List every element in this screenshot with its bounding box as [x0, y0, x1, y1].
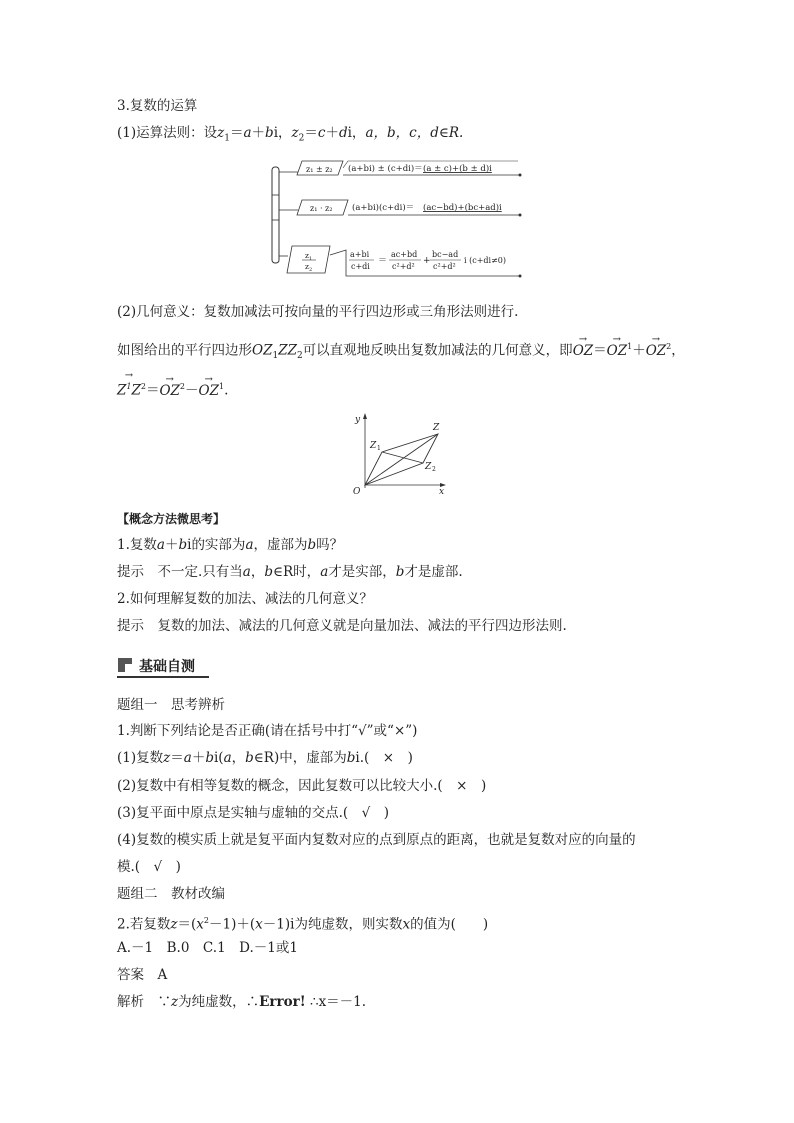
concept-header: 【概念方法微思考】: [117, 512, 226, 526]
geometry-meaning: (2)几何意义：复数加减法可按向量的平行四边形或三角形法则进行.: [117, 304, 519, 320]
div-num1: a+bi: [350, 250, 370, 259]
self-test-heading: 基础自测: [117, 655, 209, 677]
div-num2: ac+bd: [391, 250, 418, 259]
self-test-item2: (2)复数中有相等复数的概念，因此复数可以比较大小.( × ): [117, 778, 487, 794]
geometry-sub-line: → $Z^1Z^2=\to OZ^2-\to OZ^1$.: [117, 378, 228, 400]
operations-diagram: [268, 155, 528, 285]
add-label: z₁ ± z₂: [306, 165, 333, 174]
div-den3: c²+d²: [433, 262, 456, 271]
svg-text:Z: Z: [433, 423, 440, 433]
group1-title: 题组一 思考辨析: [117, 697, 225, 713]
div-num3: bc−ad: [432, 250, 459, 259]
svg-text:1: 1: [377, 445, 381, 452]
concept-q2: 2.如何理解复数的加法、减法的几何意义？: [117, 591, 373, 607]
section-title: 3.复数的运算: [117, 98, 198, 114]
geometry-parallelogram-line: 如图给出的平行四边形$OZ_1ZZ_2$可以直观地反映出复数加减法的几何意义，即→ $OZ=\to OZ^1+\to OZ^2$，: [117, 338, 685, 365]
svg-text:O: O: [353, 487, 361, 497]
self-test-item4b: 模.( √ ): [117, 859, 181, 875]
parallelogram-figure: [345, 410, 455, 500]
svg-text:x: x: [439, 487, 445, 497]
svg-text:Z: Z: [425, 462, 432, 472]
svg-text:2: 2: [432, 466, 436, 473]
self-test-choices: A.－1 B.0 C.1 D.－1或1: [117, 940, 298, 956]
concept-q1: 1.复数a＋bi的实部为a，虚部为b吗？: [117, 537, 344, 553]
div-tail: i (c+di≠0): [464, 256, 506, 265]
analysis-line: 解析 ∵z为纯虚数，∴Error! ∴x＝－1.: [117, 994, 367, 1010]
svg-text:z2: $z_2$: [305, 262, 313, 273]
self-test-q2: 2.若复数$z=(x^2-1)+(x-1)i$为纯虚数，则实数x的值为( ): [117, 916, 489, 933]
diagram-bracket: [272, 167, 279, 263]
mul-formula-lhs: (a+bi)(c+di)＝: [352, 203, 415, 213]
group2-title: 题组二 教材改编: [117, 886, 225, 902]
svg-text:+: +: [423, 256, 431, 266]
mul-formula-rhs: (ac−bd)+(bc+ad)i: [423, 203, 502, 213]
rule-line: (1)运算法则：设$z_1=a+bi$，$z_2=c+di$，a，b，c，d∈R.: [117, 125, 464, 144]
concept-a1: 提示 不一定.只有当a，b∈R时，a才是实部，b才是虚部.: [117, 564, 463, 580]
svg-text:＝: ＝: [378, 256, 388, 266]
svg-text:y: y: [355, 415, 361, 425]
concept-a2: 提示 复数的加法、减法的几何意义就是向量加法、减法的平行四边形法则.: [117, 618, 567, 634]
svg-text:z1: $z_1$: [305, 251, 313, 262]
self-test-item4a: (4)复数的模实质上就是复平面内复数对应的点到原点的距离，也就是复数对应的向量的: [117, 832, 636, 848]
svg-text:Z: Z: [370, 441, 377, 451]
diagonal-z1z2: [382, 452, 423, 463]
self-test-q1: 1.判断下列结论是否正确(请在括号中打“√”或“×”): [117, 723, 418, 739]
add-formula-lhs: (a+bi) ± (c+di)＝: [348, 164, 423, 174]
add-formula-rhs: (a ± c)+(b ± d)i: [423, 164, 492, 174]
div-den1: c+di: [351, 262, 370, 271]
self-test-item1: (1)复数z＝a＋bi(a，b∈R)中，虚部为bi.( × ): [117, 750, 413, 766]
mul-label: z₁ · z₂: [310, 204, 333, 213]
div-den2: c²+d²: [392, 262, 415, 271]
answer-line: 答案 A: [117, 967, 168, 983]
self-test-item3: (3)复平面中原点是实轴与虚轴的交点.( √ ): [117, 805, 390, 821]
